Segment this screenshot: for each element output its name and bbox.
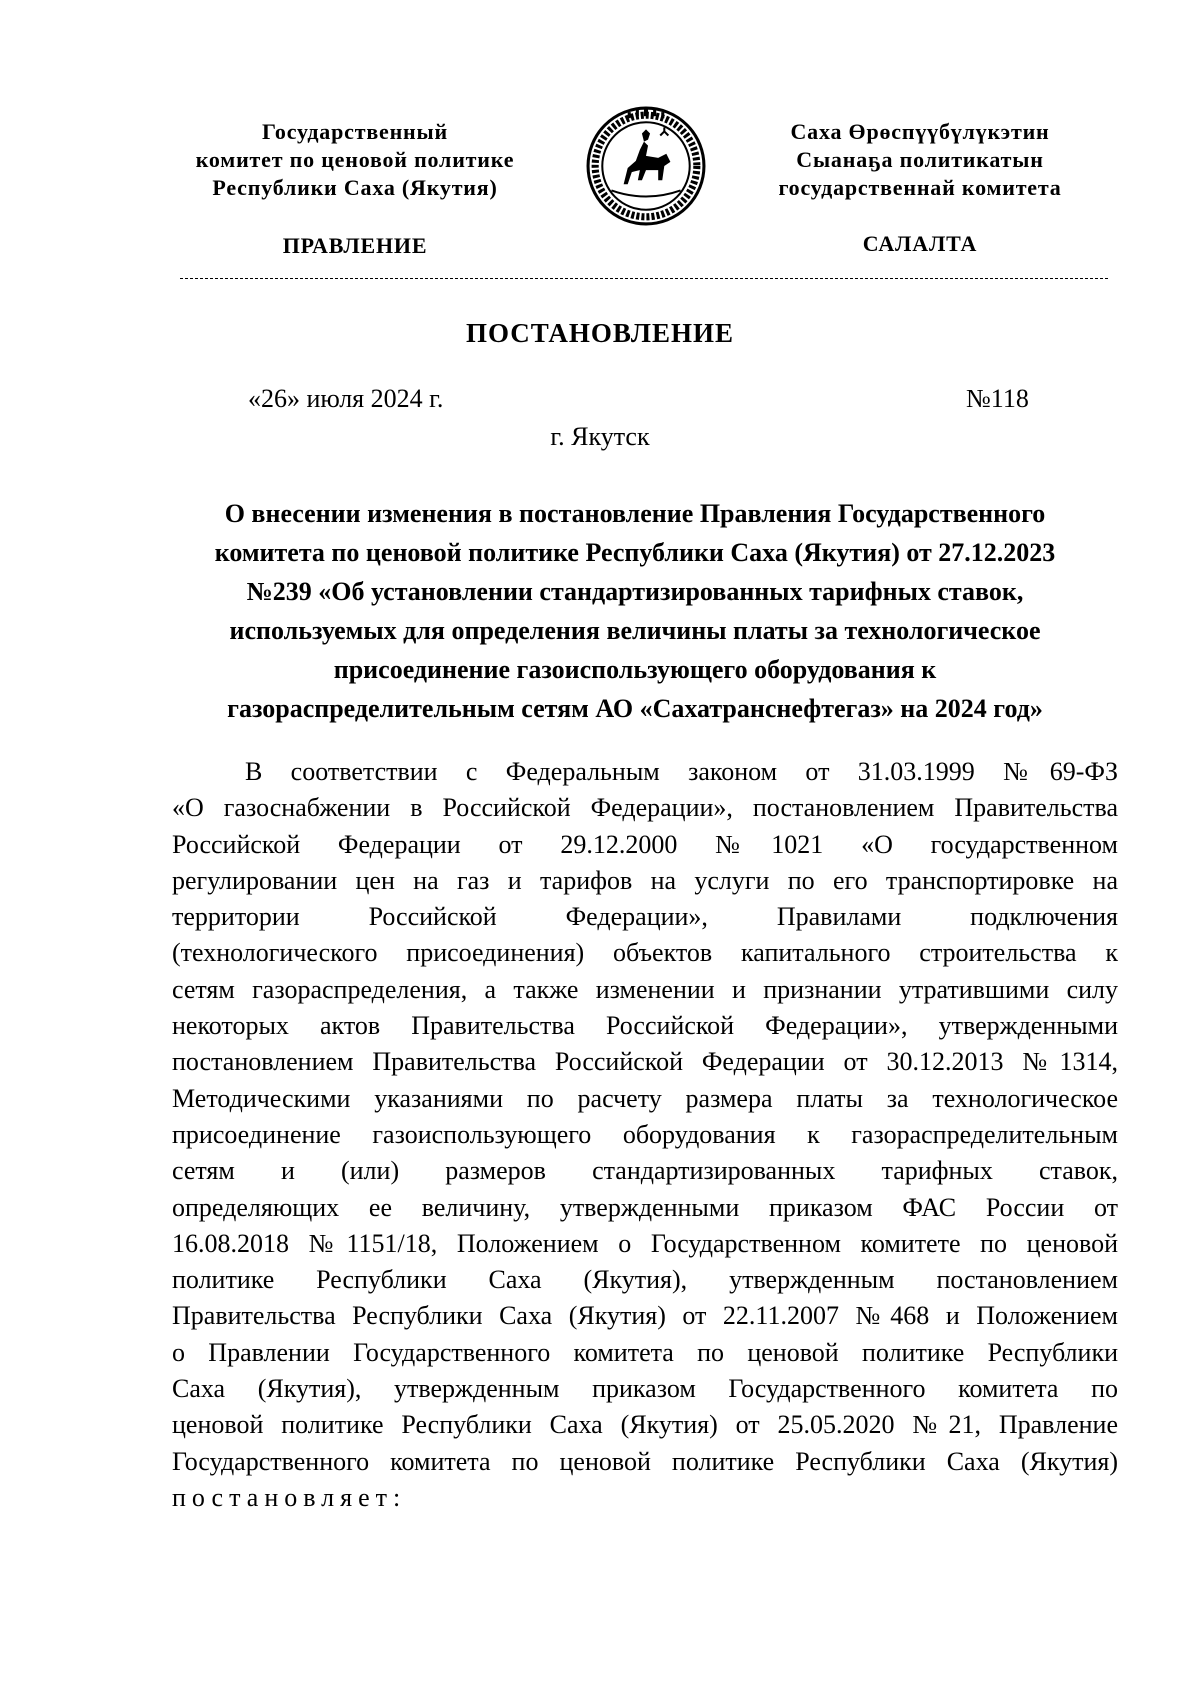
subject-line: №239 «Об установлении стандартизированных тарифных ставок, [246,577,1024,606]
subject-line: комитета по ценовой политике Республики Саха (Якутия) от 27.12.2023 [214,538,1056,567]
body-line: регулировании цен на газ и тарифов на услуги по его транспортировке на [172,865,1118,895]
header-right-line: государственнай комитета [778,175,1062,200]
header-left-line: Государственный [262,119,448,144]
body-line: присоединение газоиспользующего оборудования к газораспределительным [172,1119,1118,1149]
subject-line: используемых для определения величины платы за технологическое [229,616,1041,645]
subject-line: присоединение газоиспользующего оборудования к [333,655,937,684]
header-left-line: комитет по ценовой политике [195,147,515,172]
body-line: «О газоснабжении в Российской Федерации», постановлением Правительства [172,793,1118,823]
body-line: Российской Федерации от 29.12.2000 №1021 «О государственном [172,829,1118,859]
body-line: некоторых актов Правительства Российской Федерации», утвержденными [172,1011,1118,1041]
body-line: ценовой политике Республики Саха (Якутия) от 25.05.2020 №21, Правление [172,1410,1118,1440]
document-date: «26» июля 2024 г. [248,384,444,413]
document-number: №118 [966,384,1029,413]
body-line: В соответствии с Федеральным законом от 31.03.1999 №69-ФЗ [245,757,1118,786]
body-line: Саха (Якутия), утвержденным приказом Государственного комитета по [172,1374,1118,1404]
body-line: определяющих ее величину, утвержденными приказом ФАС России от [172,1192,1118,1222]
body-line: 16.08.2018 №1151/18, Положением о Государственном комитете по ценовой [172,1228,1118,1258]
subject-line: О внесении изменения в постановление Правления Государственного [224,499,1046,528]
subject-line: газораспределительным сетям АО «Сахатранснефтегаз» на 2024 год» [227,694,1043,723]
header-right-label: САЛАЛТА [862,231,978,256]
document-title: ПОСТАНОВЛЕНИЕ [465,318,735,348]
body-line: политике Республики Саха (Якутия), утвержденным постановлением [172,1265,1118,1295]
header-left-label: ПРАВЛЕНИЕ [282,233,428,258]
body-line: Государственного комитета по ценовой политике Республики Саха (Якутия) [172,1446,1118,1476]
header-left-line: Республики Саха (Якутия) [212,175,498,200]
body-line: о Правлении Государственного комитета по ценовой политике Республики [172,1337,1118,1367]
body-line: Правительства Республики Саха (Якутия) от 22.11.2007 №468 и Положением [172,1301,1118,1331]
header-left-org [150,118,560,202]
body-line: сетям газораспределения, а также изменении и признании утратившими силу [172,974,1118,1004]
coat-of-arms-sakha-icon [585,105,707,227]
header-right-line: Саха Өрөспүүбүлүкэтин [790,119,1050,144]
header-right-org [730,118,1110,202]
body-line: Методическими указаниями по расчету размера платы за технологическое [172,1083,1118,1113]
document-subject [150,494,1120,728]
header-right-line: Сыанаҕа политикатын [796,147,1044,172]
document-city: г. Якутск [550,422,650,451]
body-line: постановлением Правительства Российской Федерации от 30.12.2013 №1314, [172,1047,1118,1077]
body-line: (технологического присоединения) объектов капитального строительства к [172,938,1118,968]
header-separator [180,278,1108,279]
body-line: территории Российской Федерации», Правилами подключения [172,902,1118,932]
preamble-paragraph [172,754,1118,1516]
body-line-resolves: постановляет: [172,1482,407,1512]
body-line: сетям и (или) размеров стандартизированных тарифных ставок, [172,1156,1118,1186]
